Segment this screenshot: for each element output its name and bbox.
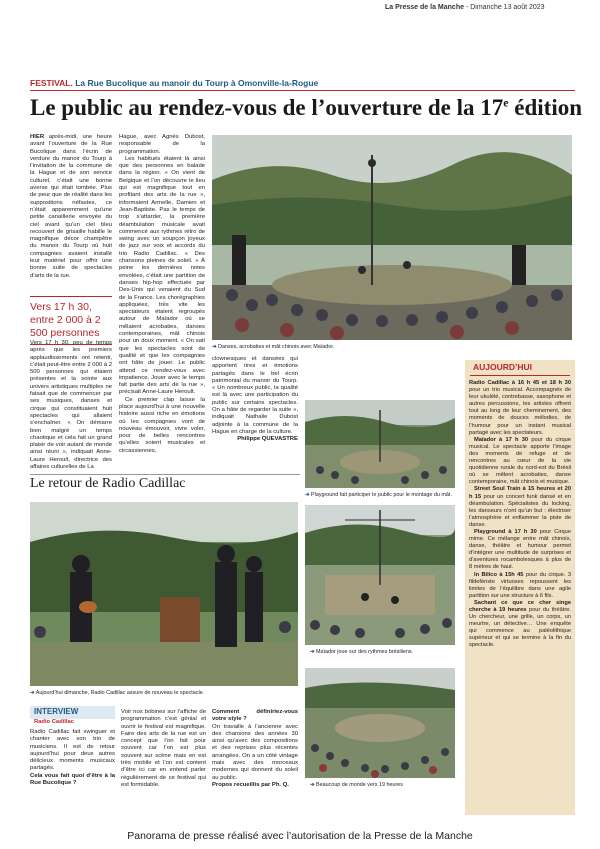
article-col-1b [30,340,112,471]
interview-intro: Radio Cadillac fait swinguer et chanter avec son trio de musiciens. Il est de retour aujourd’hui pour deux autres délicieux moments musicaux partagés. [30,729,115,772]
listing-body: pour du cirque. 3 fildefériste virtuoses repoussent les limites de l’équilibre dans une agile partition sur une structure à 6 fils. [469,571,571,599]
article-paragraph: Ce premier clap laisse la place aujourd’hui à une nouvelle histoire aussi riche en émotions où les compagnies vont de nouveau émouvoir, vivre voler, pour de belles rencontres qu’elles soient musicales et circassiennes, [119,396,205,454]
photo-caption [310,782,403,788]
photo-maiador-rhythms [305,505,455,645]
footer-credit: Panorama de presse réalisé avec l’autorisation de la Presse de la Manche [127,830,473,842]
arrow-icon: ➔ [212,344,217,350]
photo-crowd [305,668,455,778]
article-col-2 [119,134,205,455]
kicker-rule [30,90,575,91]
listing-body: pour du cirque musical. Le spectacle apporte l’image des moments de refuge et de rencontres au cœur de la vie quotidienne rurale du nord-est du Brésil où se mêlent acrobaties, danse contemporaine, mât chinois et musique. [469,436,571,486]
kicker-subtitle: La Rue Bucolique au manoir du Tourp à Omonville-la-Rogue [75,78,319,88]
article-paragraph: Hague, avec Agnès Dubost, responsable de la programmation. [119,134,205,155]
section-rule [30,474,300,475]
photo-caption [310,649,413,655]
issue-date: Dimanche 13 août 2023 [470,4,545,11]
headline-text: Le public au rendez-vous de l’ouverture de la 17 [30,95,504,120]
interview-answer: On travaille à l’ancienne avec des chansons des années 30 ainsi qu’avec des compositions et des reprises plus récentes arrangées. On a un côté vintage mais avec des morceaux modernes qui donnent du soleil au public. [212,723,298,781]
caption-text: Beaucoup de monde vers 19 heures [316,782,403,788]
arrow-icon: ➔ [30,690,35,696]
interview-col-2 [121,709,206,789]
article-col-3 [212,356,298,444]
article-col-1 [30,134,112,280]
article-paragraph: après-midi, une heure avant l’ouverture de la Rue Bucolique dans l’écrin de verdure du manoir du Tourp à l’invitation de la commune de la Hague et de son service culturel, c’était une bonne averse qui était tombée. Plus de peur que de réalité dans les suppositions néfastes, ce n’était apparemment qu’une petite canaillerie envoyée du ciel avant qu’un ciel bleu recouvert de grisaille habille le magnifique décor champêtre du manoir du Tourp où huit compagnies avaient installé leur matériel pour offrir une bonne suite de spectacles d’arts de la rue. [30,134,112,279]
arrow-icon: ➔ [310,649,315,655]
caption-text: Playground fait participer le public pour le montage du mât. [311,492,452,498]
lead-word: HIER [30,134,45,140]
pull-quote: Vers 17 h 30, entre 2 000 à 2 500 personnes [30,296,112,345]
sidebar-listings [469,380,571,650]
listing-head: Radio Cadillac à 16 h 45 et 18 h 30 [469,380,571,386]
photo-caption [305,492,452,498]
section-title: Le retour de Radio Cadillac [30,476,186,491]
article-paragraph: clownesques et dansées qui apportent rires et émotions partagés dans le bel écrin patrimonial du manoir du Tourp. « Un nombreux public, la qualité est là avec une participation du public sur certains spectacles. On a hâte de regarder la suite », indiquait Nathalie Dubost adjointe à la commune de la Hague en charge de la culture. [212,356,298,435]
photo-caption [30,690,204,696]
caption-text: Maïador joue sur des rythmes brésiliens. [316,649,414,655]
photo-playground [305,400,455,488]
section-label: FESTIVAL. [30,78,73,88]
photo-caption [212,344,334,350]
page-title [30,95,582,121]
article-paragraph: Les habitués étaient là ainsi que des personnes en balade dans la région. « On vient de Belgique et l’on découvre le lieu qui est magnifique tout en profitant des arts de la rue », informaient Armelle, Damien et Jean-Baptiste. Pas le temps de trop s’attarder, la première déambulation musicale avait commencé aux rythmes rétro de swing avec un soupçon joyeux de jazz sur voix et accords du trio Radio Cadillac. « Des chansons pleines de soleil. » À peine les dernières notes envolées, c’était une partition de danses hip-hop effectuée par Des-Unis qui venaient du Sud de la France. Les chorégraphies appliquées, très vite les spectateurs étaient regroupés autour de Maïador où se mêlaient acrobaties, danses contemporaines, mât chinois pour un doux moment. « On sait que les spectacles sont de qualité et que les compagnies ont hâte de jouer. Le public attend ce rendez-vous avec impatience. Jouer avec le temps fait partie des arts de la rue », précisait Anne-Laure Heroult. [119,155,205,396]
arrow-icon: ➔ [305,492,310,498]
interview-subject: Radio Cadillac [34,719,74,725]
headline-sup: e [503,95,509,110]
listing-head: Sachant ce que ce cher singe cherche à 19 heures [469,599,571,613]
byline: Philippe QUEVASTRE [237,436,298,443]
interview-label: INTERVIEW [34,707,79,716]
listing-head: In Bilico à 15h 45 [474,571,524,578]
interview-answer: Voir nos bobines sur l’affiche de programmation c’est génial et ouvrir le festival est magnifique. Faire des arts de la rue est un concept que l’on fait pour souvent car l’on est plus souvent sur scène mais en est très mobile et l’on est content d’être ici car en entend parler régulièrement de ce festival qui est formidable. [121,709,206,788]
caption-text: Aujourd’hui dimanche, Radio Cadillac assure de nouveau le spectacle. [35,690,205,696]
photo-maiador-performance [212,135,572,340]
caption-text: Danses, acrobaties et mât chinois avec Maïador. [218,344,335,350]
listing-head: Playground à 17 h 30 [474,528,537,535]
listing-body: pour Cirque mime. Ce mélange entre mât chinois, danse, théâtre et humour permet d’intégrer une multitude de surprises et d’aventures rocambolesques à plus de 8 mètres de haut. [469,528,571,571]
listing-body: pour un trio musical. Accompagnés de leur ukulélé, contrebasse, saxophone et autres percussions, les artistes offrent tout au long de leur cheminement, des moments de douces mélodies, de l’humour pour un instant musical partagé avec les spectateurs. [469,387,571,436]
interview-byline: Propos recueillis par Ph. Q. [212,781,289,788]
listing-head: Street Soul Train à 15 heures et 20 h 15 [469,486,571,500]
masthead: La Presse de la Manche - Dimanche 13 août 2023 [385,4,545,11]
listing-body: pour un concert funk dansé et en déambulation. Spécialistes du locking, les danseurs n’ont qu’un but : électriser l’atmosphère et enflammer la piste de danse. [469,493,571,528]
sidebar-rule [470,375,570,376]
interview-question: Comment définiriez-vous votre style ? [212,709,298,723]
kicker [30,78,318,88]
photo-radio-cadillac [30,502,298,686]
paper-name: La Presse de la Manche [385,4,464,11]
interview-question: Cela vous fait quoi d’être à la Rue Bucolique ? [30,772,115,787]
headline-tail: édition [508,95,583,120]
interview-col-1 [30,729,115,787]
sidebar-title: AUJOURD’HUI [473,362,533,372]
article-paragraph: Vers 17 h 30, peu de temps après que les premiers applaudissements ont retenti, c’était peut-être entre 2 000 à 2 500 personnes qui étaient présentes et la soirée aux univers artistiques multiples ne faisait que de commencer par ses musiques, danses et cirque qui constituaient huit spectacles qui allaient s’enchaîner. « On démarre bien malgré un temps chaotique et cela fait un grand plaisir de voir autant de monde ainsi réuni », indiquait Anne-Laure Heroult, directrice des affaires culturelles de La [30,340,112,471]
arrow-icon: ➔ [310,782,315,788]
listing-head: Maïador à 17 h 30 [474,436,529,443]
listing-body: pour du théâtre. Un chercheur, une grille, un corps, un meurtre, un détective… Une enquête qui commence au paléolithique supérieur et qui se termine à la fin du spectacle. [469,607,571,649]
interview-col-3 [212,709,298,789]
